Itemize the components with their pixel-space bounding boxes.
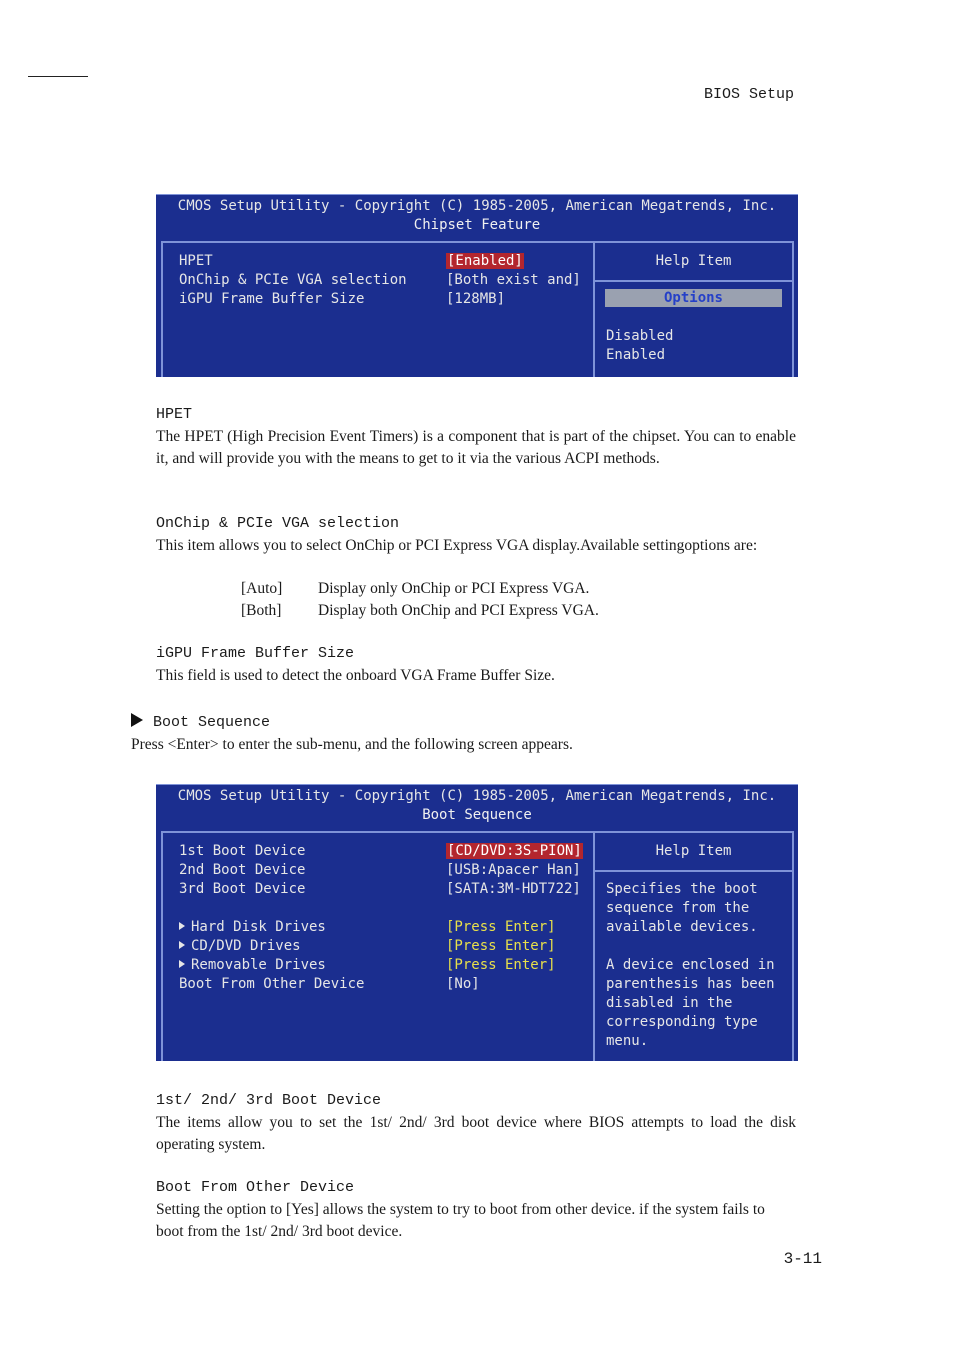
bios-screen-boot-sequence xyxy=(156,784,798,1061)
hpet-heading: HPET xyxy=(156,406,193,423)
cd-dvd-drives-value[interactable]: [Press Enter] xyxy=(446,938,556,954)
removable-drives-value[interactable]: [Press Enter] xyxy=(446,957,556,973)
second-boot-device-label[interactable]: 2nd Boot Device xyxy=(179,862,306,878)
help-item-title: Help Item xyxy=(595,833,792,872)
help-item-title: Help Item xyxy=(595,243,792,282)
boot-sequence-heading xyxy=(131,712,270,734)
options-bar: Options xyxy=(605,289,782,307)
submenu-arrow-icon xyxy=(179,941,185,949)
help-line: menu. xyxy=(606,1033,649,1049)
vga-option-auto-desc: Display only OnChip or PCI Express VGA. xyxy=(318,580,590,597)
help-line: disabled in the xyxy=(606,995,733,1011)
removable-drives-item[interactable] xyxy=(179,956,326,975)
section-header: BIOS Setup xyxy=(703,86,794,103)
setting-igpu-buffer-label[interactable]: iGPU Frame Buffer Size xyxy=(179,291,365,307)
boot-other-device-value[interactable]: [No] xyxy=(446,976,480,992)
hard-disk-drives-label: Hard Disk Drives xyxy=(191,919,326,935)
second-boot-device-value[interactable]: [USB:Apacer Han] xyxy=(446,862,581,878)
first-boot-device-label[interactable]: 1st Boot Device xyxy=(179,843,306,859)
help-line: parenthesis has been xyxy=(606,976,775,992)
option-disabled: Disabled xyxy=(606,328,674,344)
bios-help-panel xyxy=(593,243,792,377)
bios-subtitle: Chipset Feature xyxy=(413,217,541,233)
setting-vga-selection-value[interactable]: [Both exist and] xyxy=(446,272,581,288)
selected-value[interactable]: [Enabled] xyxy=(447,253,523,269)
boot-other-heading: Boot From Other Device xyxy=(156,1179,355,1196)
help-line: sequence from the xyxy=(606,900,750,916)
hpet-description: The HPET (High Precision Event Timers) is a component that is part of the chipset. You can to enable it, and will provide you with the means to get to it via the various ACPI methods. xyxy=(156,428,796,467)
bios-body xyxy=(161,241,794,377)
boot-device-description: The items allow you to set the 1st/ 2nd/ 3rd boot device where BIOS attempts to load the disk operating system. xyxy=(156,1114,796,1153)
help-line: A device enclosed in xyxy=(606,957,775,973)
boot-other-device-label[interactable]: Boot From Other Device xyxy=(179,976,365,992)
vga-option-both-key: [Both] xyxy=(241,602,282,619)
bios-settings-panel xyxy=(163,243,593,377)
setting-hpet-value[interactable] xyxy=(446,252,524,271)
igpu-description: This field is used to detect the onboard VGA Frame Buffer Size. xyxy=(156,667,555,684)
vga-option-both-desc: Display both OnChip and PCI Express VGA. xyxy=(318,602,599,619)
vga-option-auto-key: [Auto] xyxy=(241,580,283,597)
vga-selection-heading: OnChip & PCIe VGA selection xyxy=(156,515,400,532)
hard-disk-drives-value[interactable]: [Press Enter] xyxy=(446,919,556,935)
boot-other-description: Setting the option to [Yes] allows the system to try to boot from other device. if the system fails to boot from the 1st/ 2nd/ 3rd boot device. xyxy=(156,1201,765,1240)
bios-screen-chipset-feature xyxy=(156,194,798,377)
page-number: 3-11 xyxy=(783,1250,822,1268)
boot-sequence-heading-text: Boot Sequence xyxy=(153,714,271,731)
third-boot-device-value[interactable]: [SATA:3M-HDT722] xyxy=(446,881,581,897)
bios-subtitle: Boot Sequence xyxy=(422,807,532,823)
bios-body xyxy=(161,831,794,1061)
help-line: available devices. xyxy=(606,919,758,935)
boot-device-heading: 1st/ 2nd/ 3rd Boot Device xyxy=(156,1092,382,1109)
selected-value[interactable]: [CD/DVD:3S-PION] xyxy=(447,843,582,859)
hard-disk-drives-item[interactable] xyxy=(179,918,326,937)
cd-dvd-drives-item[interactable] xyxy=(179,937,301,956)
cd-dvd-drives-label: CD/DVD Drives xyxy=(191,938,301,954)
bios-title: CMOS Setup Utility - Copyright (C) 1985-2005, American Megatrends, Inc. xyxy=(177,788,777,804)
arrow-right-icon xyxy=(131,713,143,727)
setting-igpu-buffer-value[interactable]: [128MB] xyxy=(446,291,506,307)
submenu-arrow-icon xyxy=(179,960,185,968)
setting-vga-selection-label[interactable]: OnChip & PCIe VGA selection xyxy=(179,272,407,288)
submenu-arrow-icon xyxy=(179,922,185,930)
help-line: Specifies the boot xyxy=(606,881,758,897)
bios-help-panel xyxy=(593,833,792,1061)
igpu-heading: iGPU Frame Buffer Size xyxy=(156,645,355,662)
first-boot-device-value[interactable] xyxy=(446,842,583,861)
setting-hpet-label[interactable]: HPET xyxy=(179,253,213,269)
boot-sequence-description: Press <Enter> to enter the sub-menu, and the following screen appears. xyxy=(131,736,573,753)
vga-selection-description: This item allows you to select OnChip or PCI Express VGA display.Available settingoptions are: xyxy=(156,537,758,554)
header-rule xyxy=(28,76,88,77)
bios-title: CMOS Setup Utility - Copyright (C) 1985-2005, American Megatrends, Inc. xyxy=(177,198,777,214)
bios-settings-panel xyxy=(163,833,593,1061)
removable-drives-label: Removable Drives xyxy=(191,957,326,973)
help-line: corresponding type xyxy=(606,1014,758,1030)
third-boot-device-label[interactable]: 3rd Boot Device xyxy=(179,881,306,897)
option-enabled: Enabled xyxy=(606,347,666,363)
